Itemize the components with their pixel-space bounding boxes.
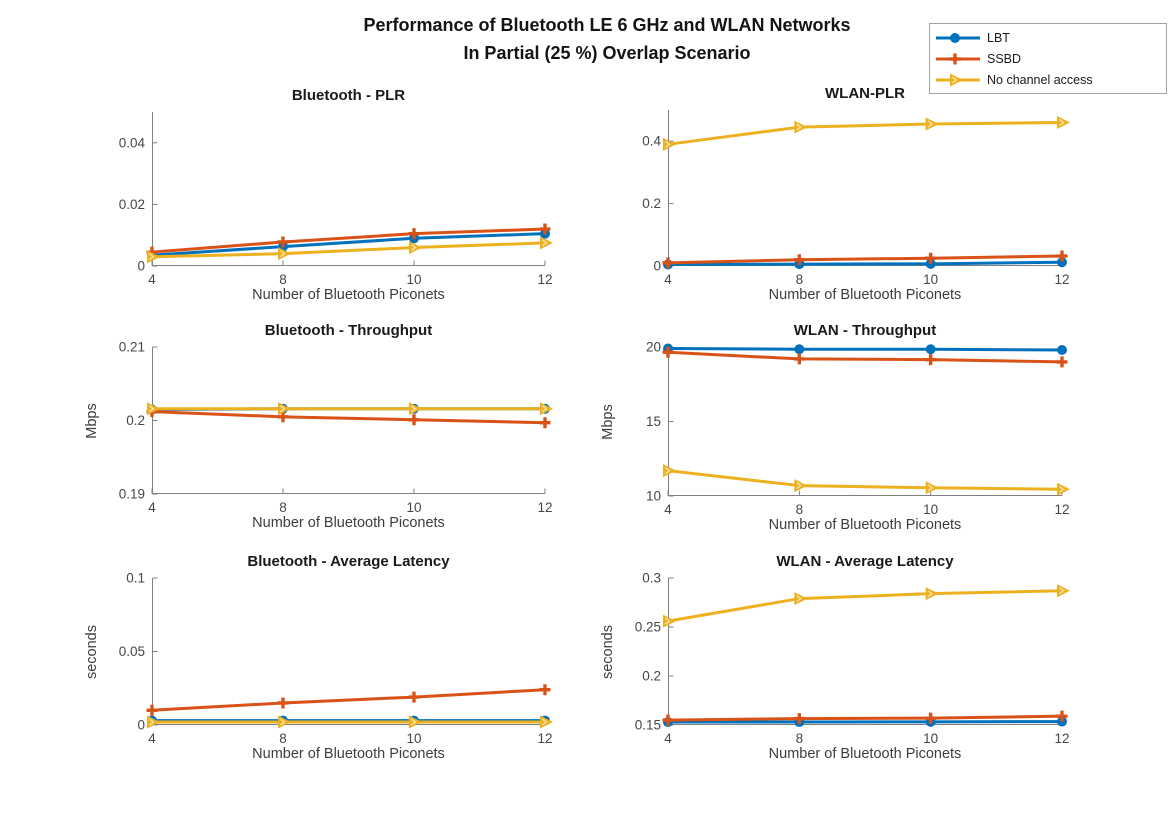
y-tick-label: 0.02 [118, 196, 145, 212]
y-tick-label: 0 [653, 258, 661, 274]
chart-wlan-plr [642, 85, 1070, 303]
series-line-lbt [668, 348, 1062, 349]
legend-label-ssbd: SSBD [987, 51, 1022, 66]
plus-marker [278, 697, 289, 708]
ssbd-line-sample-icon [935, 50, 981, 68]
series-line-ssbd [668, 352, 1062, 362]
figure-title-line1: Performance of Bluetooth LE 6 GHz and WLAN Networks [363, 15, 851, 35]
plus-marker [409, 692, 420, 703]
plot-area [118, 570, 553, 746]
chart-title: WLAN-PLR [825, 85, 905, 102]
x-tick-label: 4 [148, 272, 156, 287]
legend-label-lbt: LBT [987, 30, 1010, 45]
legend-label-no-channel-access: No channel access [987, 72, 1093, 87]
chart-bluetooth-plr [118, 87, 553, 303]
x-tick-label: 8 [279, 500, 287, 515]
x-tick-label: 8 [279, 272, 287, 287]
y-tick-label: 0.05 [118, 644, 145, 659]
x-tick-label: 4 [664, 731, 672, 746]
x-tick-label: 10 [406, 731, 422, 746]
x-tick-label: 8 [795, 731, 804, 746]
x-tick-label: 10 [406, 500, 422, 515]
plot-area [118, 112, 553, 287]
series-line-ssbd [668, 716, 1062, 720]
x-tick-label: 8 [795, 502, 804, 517]
chart-title: Bluetooth - PLR [291, 87, 406, 104]
x-axis-label: Number of Bluetooth Piconets [768, 287, 962, 303]
figure-title [152, 11, 1062, 67]
y-axis-label: seconds [84, 624, 100, 679]
plus-marker [540, 684, 551, 695]
x-axis-label: Number of Bluetooth Piconets [252, 515, 445, 531]
plus-marker [950, 53, 961, 64]
y-tick-label: 0 [137, 258, 145, 274]
x-tick-label: 4 [148, 500, 156, 515]
y-tick-label: 0.4 [642, 133, 661, 149]
x-tick-label: 12 [537, 500, 553, 515]
plot-area [642, 110, 1070, 287]
y-tick-label: 0.04 [118, 135, 145, 151]
series-line-no-channel-access [668, 122, 1062, 144]
circle-marker [950, 33, 960, 43]
chart-title: WLAN - Throughput [793, 322, 937, 339]
chart-title: Bluetooth - Throughput [264, 322, 433, 339]
series-line-ssbd [152, 412, 545, 423]
x-axis-label: Number of Bluetooth Piconets [768, 746, 962, 762]
lbt-line-sample-icon [935, 29, 981, 47]
y-tick-label: 15 [645, 414, 661, 429]
x-tick-label: 10 [923, 731, 939, 746]
y-axis-label: Mbps [600, 403, 616, 440]
plus-marker [409, 414, 420, 425]
x-tick-label: 10 [923, 502, 939, 517]
plot-area [634, 570, 1070, 746]
x-tick-label: 8 [795, 272, 804, 287]
plot-area [118, 339, 553, 515]
y-axis-label [82, 119, 102, 259]
x-tick-label: 12 [537, 272, 553, 287]
legend-item-lbt [935, 27, 1161, 48]
x-axis-label: Number of Bluetooth Piconets [252, 746, 445, 762]
plot-area [645, 339, 1070, 517]
circle-marker [1057, 345, 1067, 355]
x-tick-label: 10 [923, 272, 939, 287]
circle-marker [794, 344, 804, 354]
legend [929, 23, 1167, 94]
y-tick-label: 20 [645, 339, 661, 355]
y-axis-label: Mbps [84, 402, 100, 439]
chart-wlan-average-latency [600, 553, 1070, 762]
plus-marker [1057, 356, 1068, 367]
chart-title: WLAN - Average Latency [776, 553, 954, 570]
x-tick-label: 12 [1054, 502, 1070, 517]
series-line-no-channel-access [668, 471, 1062, 490]
x-axis-label: Number of Bluetooth Piconets [252, 287, 445, 303]
y-tick-label: 10 [645, 488, 661, 504]
x-tick-label: 4 [148, 731, 156, 746]
x-tick-label: 8 [279, 731, 287, 746]
x-tick-label: 4 [664, 502, 672, 517]
plus-marker [147, 705, 158, 716]
y-tick-label: 0.2 [126, 413, 145, 428]
y-tick-label: 0.1 [126, 570, 145, 586]
circle-marker [926, 344, 936, 354]
y-tick-label: 0.2 [642, 668, 661, 684]
series-line-no-channel-access [152, 243, 545, 257]
chart-wlan-throughput [600, 322, 1070, 533]
plus-marker [925, 354, 936, 365]
y-tick-label: 0.15 [634, 717, 661, 733]
legend-item-ssbd [935, 48, 1161, 69]
plus-marker [794, 353, 805, 364]
series-line-ssbd [152, 229, 545, 252]
series-line-ssbd [152, 690, 545, 711]
y-axis-label: seconds [600, 624, 616, 679]
y-tick-label: 0 [137, 717, 145, 733]
x-tick-label: 4 [664, 272, 672, 287]
y-tick-label: 0.19 [118, 486, 145, 502]
y-tick-label: 0.2 [642, 196, 661, 212]
x-tick-label: 10 [406, 272, 422, 287]
y-tick-label: 0.21 [118, 339, 145, 355]
chart-bluetooth-throughput [84, 322, 553, 531]
plus-marker [540, 417, 551, 428]
series-line-no-channel-access [668, 591, 1062, 621]
figure-title-line2: In Partial (25 %) Overlap Scenario [463, 43, 751, 63]
chart-title: Bluetooth - Average Latency [247, 553, 450, 570]
chart-bluetooth-average-latency [84, 553, 553, 762]
x-tick-label: 12 [1054, 272, 1070, 287]
x-tick-label: 12 [537, 731, 553, 746]
y-tick-label: 0.3 [642, 570, 661, 586]
y-tick-label: 0.25 [634, 619, 661, 635]
x-tick-label: 12 [1054, 731, 1070, 746]
x-axis-label: Number of Bluetooth Piconets [768, 517, 962, 533]
y-axis-label [598, 118, 618, 258]
